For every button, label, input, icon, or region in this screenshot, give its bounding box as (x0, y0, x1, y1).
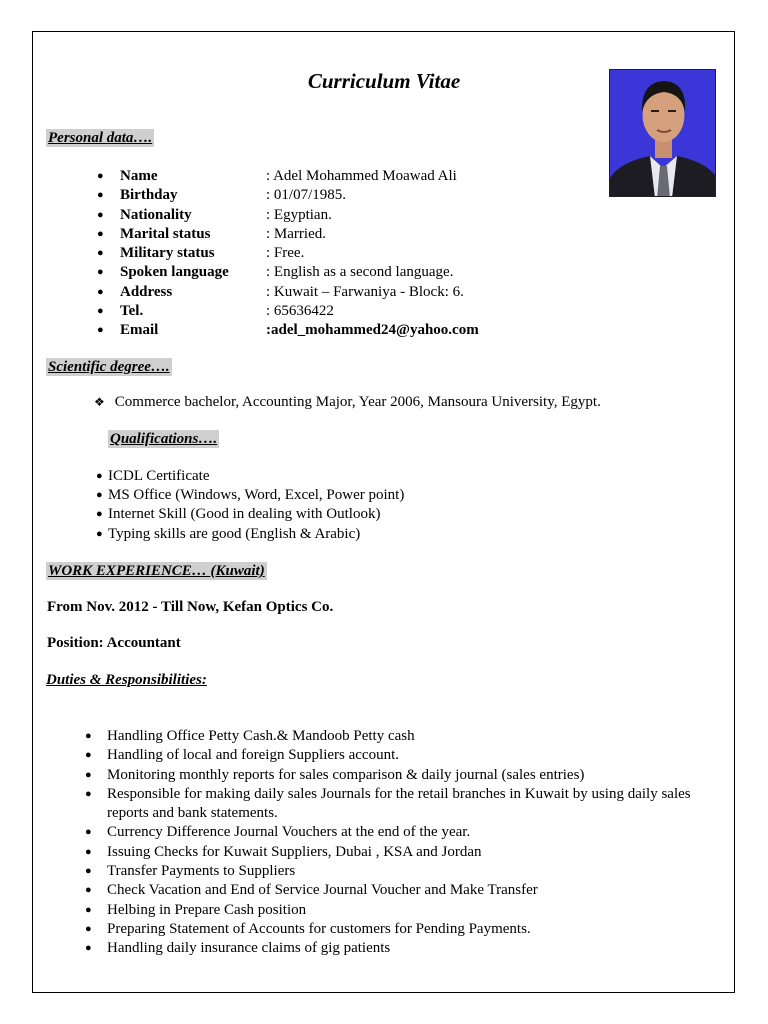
row-value: : 65636422 (266, 303, 334, 319)
bullet-icon: ● (97, 228, 104, 240)
list-item-text: Check Vacation and End of Service Journal Voucher and Make Transfer (107, 882, 538, 899)
row-label: Spoken language (120, 264, 229, 280)
bullet-icon: ● (96, 470, 103, 482)
personal-data-heading: Personal data…. (48, 130, 153, 146)
row-value: : Kuwait – Farwaniya - Block: 6. (266, 284, 464, 300)
bullet-icon: ● (97, 286, 104, 298)
bullet-icon: ● (85, 865, 92, 878)
list-item (85, 939, 725, 958)
qualifications-heading: Qualifications…. (110, 431, 218, 447)
duties-heading: Duties & Responsibilities: (46, 672, 207, 688)
row-label: Birthday (120, 187, 178, 203)
work-period: From Nov. 2012 - Till Now, Kefan Optics Co. (47, 599, 334, 615)
profile-photo (609, 69, 716, 197)
list-item (85, 862, 725, 881)
bullet-icon: ● (97, 209, 104, 221)
row-value: : Egyptian. (266, 207, 332, 223)
row-label: Email (120, 322, 159, 338)
row-label: Tel. (120, 303, 144, 319)
bullet-icon: ● (85, 942, 92, 955)
list-item-text: Handling Office Petty Cash.& Mandoob Petty cash (107, 728, 415, 744)
degree-text: Commerce bachelor, Accounting Major, Year 2006, Mansoura University, Egypt. (114, 394, 601, 410)
list-item (96, 486, 404, 505)
bullet-icon: ● (85, 922, 92, 935)
list-item-text: Helbing in Prepare Cash position (107, 901, 307, 918)
bullet-icon: ● (85, 845, 92, 858)
list-item-text: Currency Difference Journal Vouchers at the end of the year. (107, 824, 471, 841)
bullet-icon: ● (97, 266, 104, 278)
row-value: : Married. (266, 226, 326, 242)
list-item (96, 505, 404, 524)
list-item (85, 901, 725, 920)
list-item (96, 525, 404, 544)
bullet-icon: ● (97, 324, 104, 336)
list-item-text: MS Office (Windows, Word, Excel, Power point) (108, 487, 405, 504)
bullet-icon: ● (97, 170, 104, 182)
bullet-icon: ● (85, 730, 92, 742)
scientific-degree-item (94, 394, 601, 411)
bullet-icon: ● (96, 489, 103, 502)
list-item (85, 766, 725, 785)
row-value: : Adel Mohammed Moawad Ali (266, 168, 457, 184)
work-experience-heading: WORK EXPERIENCE… (Kuwait) (48, 563, 265, 579)
diamond-bullet-icon: ❖ (94, 395, 105, 409)
list-item-text: Monitoring monthly reports for sales comparison & daily journal (sales entries) (107, 766, 585, 783)
row-label: Military status (120, 245, 215, 261)
row-label: Name (120, 168, 158, 184)
list-item-text: Internet Skill (Good in dealing with Outlook) (108, 506, 381, 523)
bullet-icon: ● (85, 787, 92, 800)
bullet-icon: ● (85, 749, 92, 762)
row-label: Nationality (120, 207, 192, 223)
list-item-text: Issuing Checks for Kuwait Suppliers, Dubai , KSA and Jordan (107, 843, 482, 860)
list-item (85, 785, 725, 824)
email-link[interactable]: :adel_mohammed24@yahoo.com (266, 322, 479, 338)
list-item (85, 881, 725, 900)
bullet-icon: ● (85, 826, 92, 839)
list-item (85, 843, 725, 862)
list-item (85, 727, 725, 746)
scientific-degree-heading: Scientific degree…. (48, 359, 170, 375)
bullet-icon: ● (96, 527, 103, 540)
row-label: Address (120, 284, 173, 300)
bullet-icon: ● (96, 508, 103, 521)
bullet-icon: ● (85, 768, 92, 781)
list-item-text: Handling daily insurance claims of gig patients (107, 940, 391, 957)
list-item-text: Responsible for making daily sales Journals for the retail branches in Kuwait by using daily sales reports and bank statements. (107, 785, 691, 822)
list-item (85, 823, 725, 842)
list-item (85, 746, 725, 765)
list-item-text: ICDL Certificate (108, 468, 210, 484)
bullet-icon: ● (97, 247, 104, 259)
row-label: Marital status (120, 226, 211, 242)
bullet-icon: ● (85, 903, 92, 916)
row-value: : Free. (266, 245, 305, 261)
bullet-icon: ● (85, 884, 92, 897)
duties-list (85, 727, 725, 959)
bullet-icon: ● (97, 189, 104, 201)
row-value: : 01/07/1985. (266, 187, 347, 203)
bullet-icon: ● (97, 305, 104, 317)
list-item-text: Typing skills are good (English & Arabic) (108, 525, 361, 542)
list-item-text: Handling of local and foreign Suppliers account. (107, 747, 400, 764)
list-item-text: Preparing Statement of Accounts for customers for Pending Payments. (107, 920, 531, 937)
list-item-text: Transfer Payments to Suppliers (107, 863, 296, 880)
page-title: Curriculum Vitae (307, 69, 461, 93)
row-value: : English as a second language. (266, 264, 454, 280)
work-position: Position: Accountant (47, 635, 181, 651)
list-item (96, 467, 404, 486)
qualifications-list (96, 467, 404, 544)
list-item (85, 920, 725, 939)
